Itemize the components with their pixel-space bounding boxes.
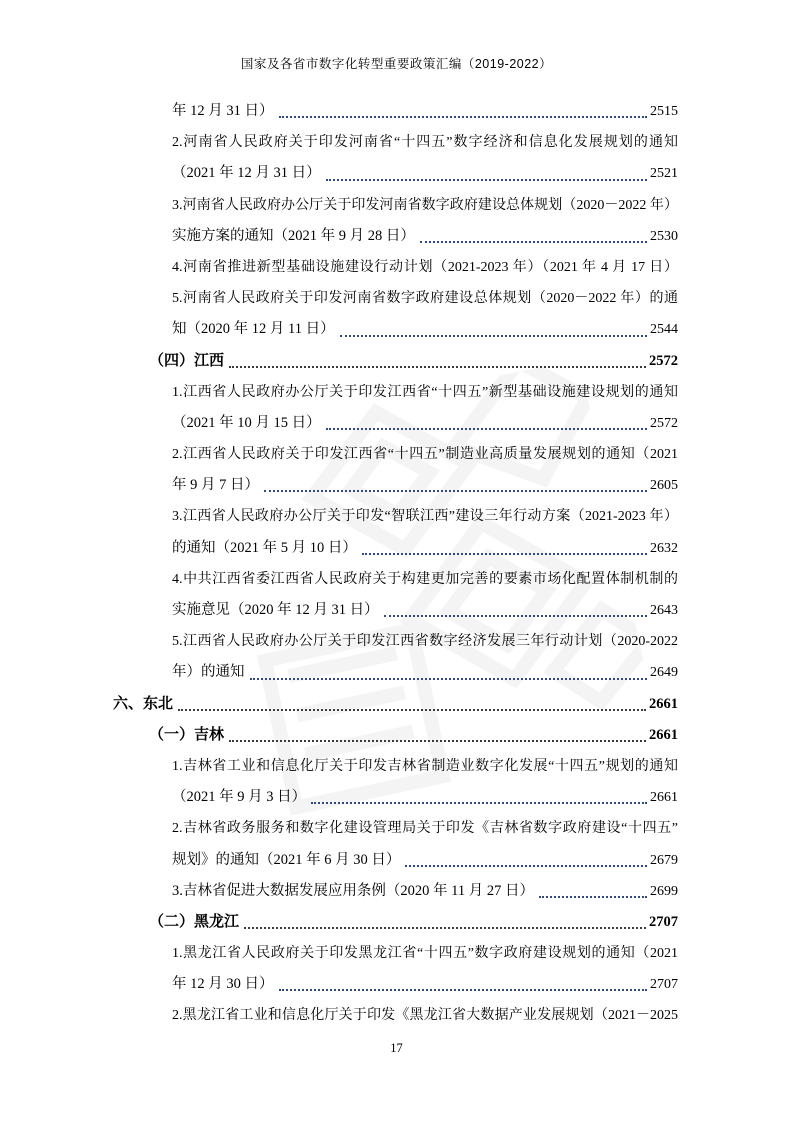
page-footer-number: 17	[390, 1041, 403, 1055]
leader-dots	[250, 657, 648, 679]
toc-entry-text: 4.河南省推进新型基础设施建设行动计划（2021-2023 年）（2021 年 4 月 17 日）	[172, 259, 678, 275]
toc-page-number: 2643	[650, 603, 678, 618]
toc-row	[113, 470, 678, 501]
toc-row	[113, 127, 678, 158]
toc-entry-text: 知（2020 年 12 月 11 日）	[172, 321, 335, 338]
toc-row	[113, 907, 678, 938]
leader-dots	[279, 96, 648, 118]
toc-page-number: 2530	[650, 228, 678, 244]
toc-entry-text: 3.江西省人民政府办公厅关于印发“智联江西”建设三年行动方案（2021-2023 年）	[172, 509, 678, 525]
toc-page-number: 2661	[649, 695, 678, 712]
toc-row	[113, 813, 678, 844]
leader-dots	[264, 470, 647, 492]
toc-page-number: 2649	[650, 665, 678, 681]
toc-row	[113, 346, 678, 377]
toc-entry-text: 5.河南省人民政府关于印发河南省数字政府建设总体规划（2020－2022 年）的通	[172, 291, 678, 307]
toc-entry-text: 的通知（2021 年 5 月 10 日）	[172, 539, 357, 556]
toc-entry-text: 2.江西省人民政府关于印发江西省“十四五”制造业高质量发展规划的通知（2021	[172, 447, 678, 463]
toc-entry-text: 年）的通知	[172, 664, 245, 681]
toc-row	[113, 1000, 678, 1031]
toc-entry-text: （一）吉林	[149, 726, 225, 743]
toc-entry-text: 5.江西省人民政府办公厅关于印发江西省数字经济发展三年行动计划（2020-2022	[172, 634, 678, 650]
toc-entry-text: 3.吉林省促进大数据发展应用条例（2020 年 11 月 27 日）	[172, 882, 534, 899]
toc-page-number: 2544	[650, 322, 678, 338]
leader-dots	[326, 158, 647, 180]
toc-entry-text: 实施意见（2020 年 12 月 31 日）	[172, 602, 379, 618]
toc-entry-text: 1.黑龙江省人民政府关于印发黑龙江省“十四五”数字政府建设规划的通知（2021	[172, 946, 678, 962]
toc-entry-text: 3.河南省人民政府办公厅关于印发河南省数字政府建设总体规划（2020－2022 年）	[172, 197, 678, 213]
toc-page-number: 2632	[650, 540, 678, 556]
toc-row	[113, 626, 678, 657]
toc-row	[113, 501, 678, 532]
toc-entry-text: 六、东北	[113, 695, 174, 712]
toc-page-number: 2699	[650, 883, 678, 899]
leader-dots	[420, 221, 647, 243]
toc-page-number: 2521	[650, 166, 678, 182]
toc-row	[113, 377, 678, 408]
toc-row	[113, 564, 678, 595]
leader-dots	[178, 689, 646, 711]
toc-row	[113, 657, 678, 688]
toc-row	[113, 533, 678, 564]
leader-dots	[311, 782, 647, 804]
leader-dots	[279, 969, 648, 991]
leader-dots	[340, 314, 647, 336]
toc-entry-text: 4.中共江西省委江西省人民政府关于构建更加完善的要素市场化配置体制机制的	[172, 571, 678, 587]
toc-entry-text: （四）江西	[149, 352, 225, 369]
toc-entry-text: 1.吉林省工业和信息化厅关于印发吉林省制造业数字化发展“十四五”规划的通知	[172, 758, 678, 774]
toc-page-number: 2661	[650, 790, 678, 806]
toc-row	[113, 876, 678, 907]
leader-dots	[384, 595, 647, 617]
toc-page-number: 2707	[650, 977, 678, 993]
leader-dots	[362, 533, 647, 555]
toc-entry-text: 1.江西省人民政府办公厅关于印发江西省“十四五”新型基础设施建设规划的通知	[172, 384, 678, 400]
leader-dots	[229, 720, 646, 742]
leader-dots	[405, 845, 647, 867]
leader-dots	[244, 907, 646, 929]
toc-entry-text: （二）黑龙江	[149, 913, 240, 930]
toc-entry-text: 年 12 月 31 日）	[172, 103, 274, 119]
toc-entry-text: 2.吉林省政务服务和数字化建设管理局关于印发《吉林省数字政府建设“十四五”	[172, 821, 678, 837]
toc-entry-text: 实施方案的通知（2021 年 9 月 28 日）	[172, 227, 415, 244]
toc-row	[113, 720, 678, 751]
toc-entry-text: （2021 年 10 月 15 日）	[172, 414, 321, 431]
toc-row	[113, 190, 678, 221]
toc-row	[113, 845, 678, 876]
toc-page-number: 2605	[650, 478, 678, 494]
toc-row	[113, 158, 678, 189]
toc-row	[113, 938, 678, 969]
toc-row	[113, 782, 678, 813]
toc-entry-text: （2021 年 12 月 31 日）	[172, 165, 321, 182]
toc-row	[113, 283, 678, 314]
toc-row	[113, 595, 678, 626]
toc-page-number: 2515	[650, 104, 678, 119]
toc-row	[113, 751, 678, 782]
toc-row	[113, 221, 678, 252]
toc-entry-text: （2021 年 9 月 3 日）	[172, 789, 307, 806]
toc-entry-text: 年 9 月 7 日）	[172, 477, 259, 494]
toc-page-number: 2661	[649, 726, 678, 743]
toc-entry-text: 2.黑龙江省工业和信息化厅关于印发《黑龙江省大数据产业发展规划（2021－2025	[172, 1008, 678, 1024]
toc-row	[113, 252, 678, 283]
toc-page-number: 2572	[649, 352, 678, 369]
toc-row	[113, 314, 678, 345]
toc-entry-text: 规划》的通知（2021 年 6 月 30 日）	[172, 851, 401, 868]
leader-dots	[326, 408, 647, 430]
toc-page-number: 2707	[649, 913, 678, 930]
toc-row	[113, 408, 678, 439]
toc-row	[113, 969, 678, 1000]
toc-entry-text: 2.河南省人民政府关于印发河南省“十四五”数字经济和信息化发展规划的通知	[172, 135, 678, 151]
toc-entry-text: 年 12 月 30 日）	[172, 976, 274, 993]
table-of-contents	[113, 96, 678, 1032]
toc-row	[113, 439, 678, 470]
toc-page-number: 2679	[650, 852, 678, 868]
page-header-title: 国家及各省市数字化转型重要政策汇编（2019-2022）	[240, 57, 553, 71]
toc-row	[113, 689, 678, 720]
leader-dots	[539, 876, 647, 898]
toc-row	[113, 96, 678, 127]
leader-dots	[229, 346, 646, 368]
toc-page-number: 2572	[650, 415, 678, 431]
